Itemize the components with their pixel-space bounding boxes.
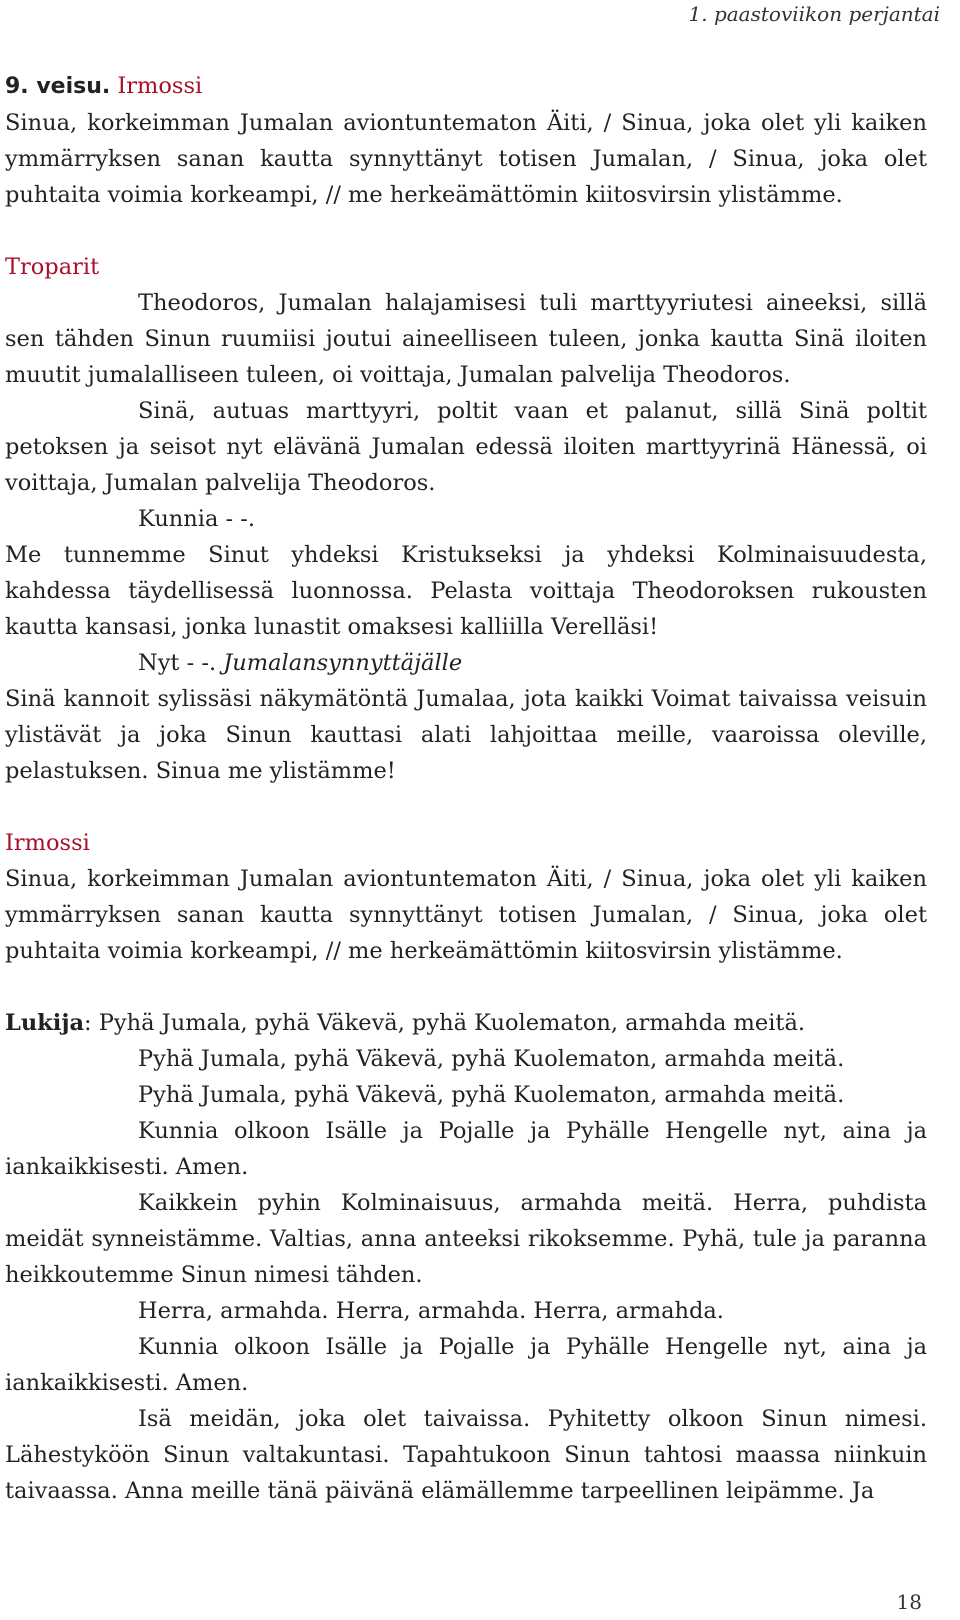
- lukija-first-text: : Pyhä Jumala, pyhä Väkevä, pyhä Kuolematon, armahda meitä.: [84, 1010, 806, 1036]
- veisu-irmossi-text: Sinua, korkeimman Jumalan aviontuntematon Äiti, / Sinua, joka olet yli kaiken ymmärryksen sanan kautta synnyttänyt totisen Jumalan, / Sinua, joka olet puhtaita voimia korkeampi, // me herkeämättömin kiitosvirsin ylistämme.: [5, 110, 927, 208]
- lukija-label: Lukija: [5, 1010, 85, 1036]
- document-body: [5, 68, 927, 1509]
- nyt-line: [5, 645, 927, 681]
- theotokion: Sinä kannoit sylissäsi näkymätöntä Jumalaa, jota kaikki Voimat taivaissa veisuin ylistävät ja joka Sinun kauttasi alati lahjoittaa meille, vaaroissa oleville, pelastuksen. Sinua me ylistämme!: [5, 686, 927, 784]
- lukija-line-2: Pyhä Jumala, pyhä Väkevä, pyhä Kuolematon, armahda meitä.: [138, 1046, 845, 1072]
- kunnia-line: Kunnia - -.: [138, 506, 256, 532]
- irmossi-heading: Irmossi: [5, 830, 90, 856]
- lukija-line-3: Pyhä Jumala, pyhä Väkevä, pyhä Kuolematon, armahda meitä.: [138, 1082, 845, 1108]
- veisu-heading: [5, 68, 927, 105]
- troparit-heading: Troparit: [5, 254, 100, 280]
- nyt-italic-label: Jumalansynnyttäjälle: [223, 650, 463, 676]
- lukija-line-8: Isä meidän, joka olet taivaissa. Pyhitetty olkoon Sinun nimesi. Lähestyköön Sinun valtakuntasi. Tapahtukoon Sinun tahtosi maassa niinkuin taivaassa. Anna meille tänä päivänä elämällemme tarpeellinen leipämme. Ja: [5, 1406, 927, 1504]
- lukija-line-5: Kaikkein pyhin Kolminaisuus, armahda meitä. Herra, puhdista meidät synneistämme. Valtias, anna anteeksi rikoksemme. Pyhä, tule ja paranna heikkoutemme Sinun nimesi tähden.: [5, 1190, 927, 1288]
- troparion-2: Sinä, autuas marttyyri, poltit vaan et palanut, sillä Sinä poltit petoksen ja seisot nyt elävänä Jumalan edessä iloiten marttyyrinä Hänessä, oi voittaja, Jumalan palvelija Theodoros.: [5, 398, 927, 496]
- troparion-1: Theodoros, Jumalan halajamisesi tuli marttyyriutesi aineeksi, sillä sen tähden Sinun ruumiisi joutui aineelliseen tuleen, jonka kautta Sinä iloiten muutit jumalalliseen tuleen, oi voittaja, Jumalan palvelija Theodoros.: [5, 290, 927, 388]
- troparion-3: Me tunnemme Sinut yhdeksi Kristukseksi ja yhdeksi Kolminaisuudesta, kahdessa täydellisessä luonnossa. Pelasta voittaja Theodoroksen rukousten kautta kansasi, jonka lunastit omaksesi kalliilla Verelläsi!: [5, 542, 927, 640]
- page-header: 1. paastoviikon perjantai: [688, 2, 940, 26]
- irmossi-text: Sinua, korkeimman Jumalan aviontuntematon Äiti, / Sinua, joka olet yli kaiken ymmärryksen sanan kautta synnyttänyt totisen Jumalan, / Sinua, joka olet puhtaita voimia korkeampi, // me herkeämättömin kiitosvirsin ylistämme.: [5, 866, 927, 964]
- veisu-number: 9. veisu.: [5, 74, 111, 99]
- lukija-first-line: [5, 1005, 927, 1041]
- lukija-line-7: Kunnia olkoon Isälle ja Pojalle ja Pyhälle Hengelle nyt, aina ja iankaikkisesti. Amen.: [5, 1334, 927, 1396]
- lukija-line-4: Kunnia olkoon Isälle ja Pojalle ja Pyhälle Hengelle nyt, aina ja iankaikkisesti. Amen.: [5, 1118, 927, 1180]
- veisu-irmossi-label: Irmossi: [117, 73, 203, 99]
- page-number: 18: [896, 1590, 922, 1614]
- nyt-label: Nyt - -.: [138, 650, 217, 676]
- lukija-line-6: Herra, armahda. Herra, armahda. Herra, armahda.: [138, 1298, 724, 1324]
